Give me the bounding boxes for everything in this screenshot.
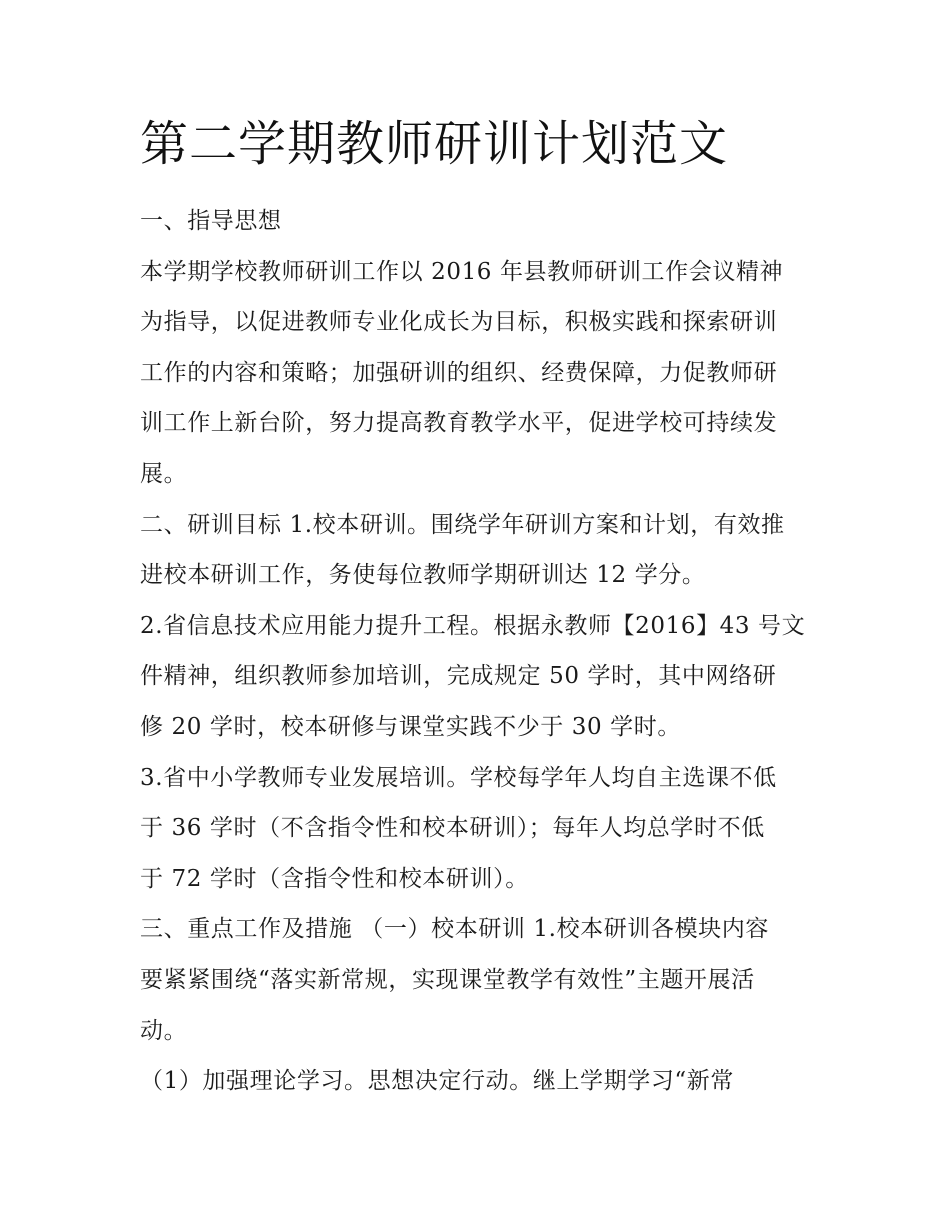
text-line: 训工作上新台阶，努力提高教育教学水平，促进学校可持续发 [140,410,778,437]
text-line: 二、研训目标 1.校本研训。围绕学年研训方案和计划，有效推 [140,511,785,538]
text-line: 修 20 学时，校本研修与课堂实践不少于 30 学时。 [140,713,681,740]
text-line: 于 72 学时（含指令性和校本研训）。 [140,865,529,892]
text-line: 展。 [140,460,188,487]
text-line: 于 36 学时（不含指令性和校本研训）；每年人均总学时不低 [140,815,765,842]
text-line: 三、重点工作及措施 （一）校本研训 1.校本研训各模块内容 [140,916,769,943]
text-line: 动。 [140,1017,188,1044]
text-line: 件精神，组织教师参加培训，完成规定 50 学时，其中网络研 [140,663,777,690]
text-line: 要紧紧围绕“落实新常规，实现课堂教学有效性”主题开展活 [140,966,755,993]
document-title: 第二学期教师研训计划范文 [140,116,729,172]
text-line: 进校本研训工作，务使每位教师学期研训达 12 学分。 [140,562,706,589]
text-line: 2.省信息技术应用能力提升工程。根据永教师【2016】43 号文 [140,612,806,639]
text-line: 工作的内容和策略；加强研训的组织、经费保障，力促教师研 [140,359,778,386]
text-line: 本学期学校教师研训工作以 2016 年县教师研训工作会议精神 [140,258,784,285]
text-line: （1）加强理论学习。思想决定行动。继上学期学习“新常 [140,1068,734,1095]
text-line: 3.省中小学教师专业发展培训。学校每学年人均自主选课不低 [140,764,777,791]
document-body [140,196,830,1107]
text-line: 一、指导思想 [140,208,282,234]
text-line: 为指导，以促进教师专业化成长为目标，积极实践和探索研训 [140,309,778,336]
